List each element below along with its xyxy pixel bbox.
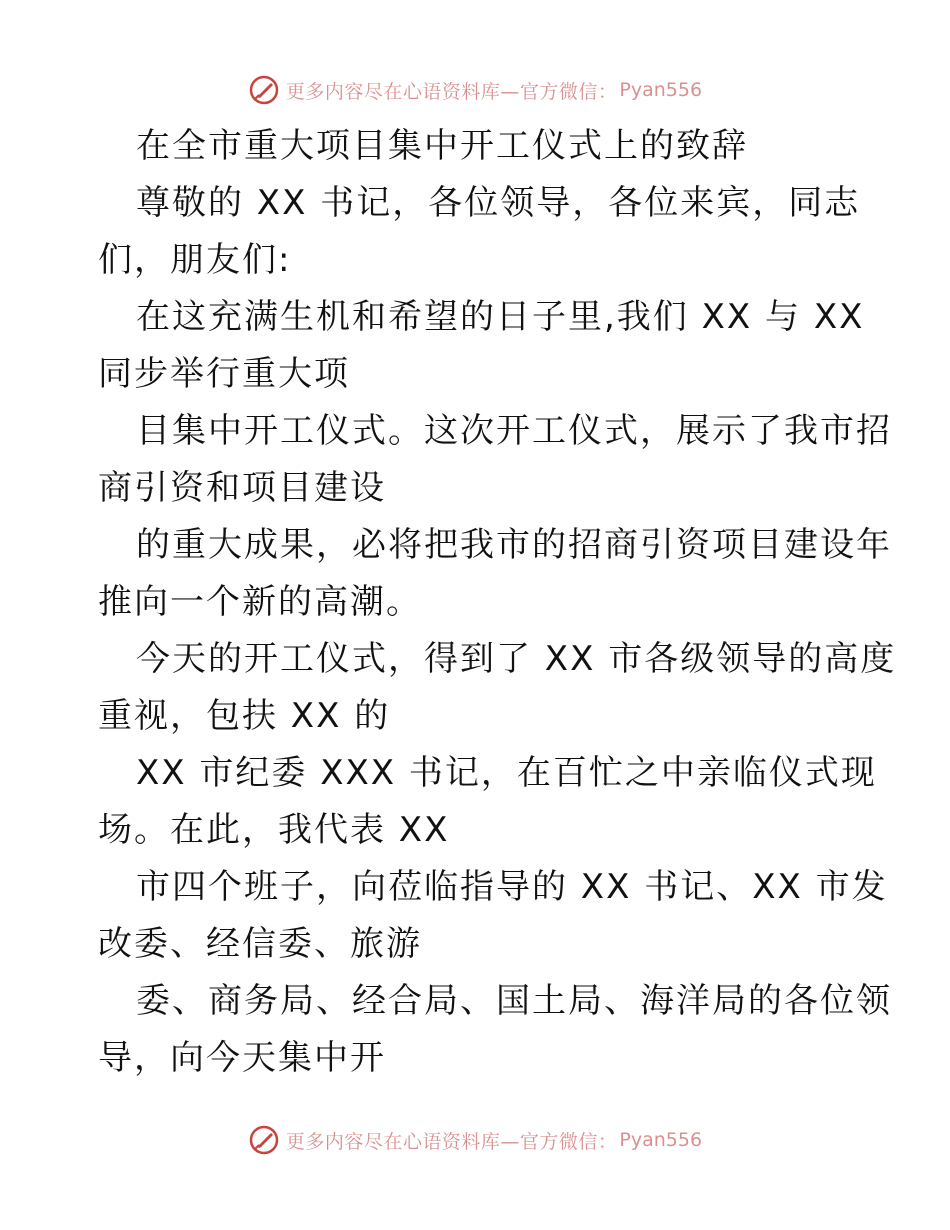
speech-title: 在全市重大项目集中开工仪式上的致辞 bbox=[136, 126, 748, 166]
speech-body bbox=[98, 118, 897, 1087]
footer-watermark bbox=[0, 1120, 950, 1160]
promo-text: 更多内容尽在心语资料库—官方微信： bbox=[285, 80, 618, 103]
text-line: 重视，包扶 XX 的 bbox=[98, 696, 391, 736]
text-line: 在这充满生机和希望的日子里,我们 XX 与 XX bbox=[136, 297, 865, 337]
quill-logo-icon bbox=[248, 74, 280, 106]
text-line: 改委、经信委、旅游 bbox=[98, 924, 422, 964]
text-line: 场。在此，我代表 XX bbox=[98, 810, 450, 850]
quill-logo-icon bbox=[248, 1124, 280, 1156]
text-line: 委、商务局、经合局、国土局、海洋局的各位领 bbox=[136, 981, 892, 1021]
text-line: 商引资和项目建设 bbox=[98, 468, 386, 508]
header-watermark bbox=[0, 70, 950, 110]
text-line: 推向一个新的高潮。 bbox=[98, 582, 422, 622]
text-line: 同步举行重大项 bbox=[98, 354, 350, 394]
text-line: 市四个班子，向莅临指导的 XX 书记、XX 市发 bbox=[136, 867, 888, 907]
text-line: 们，朋友们: bbox=[98, 240, 292, 280]
wechat-id: Pyan556 bbox=[619, 79, 703, 101]
text-line: 导，向今天集中开 bbox=[98, 1038, 386, 1078]
text-line: XX 市纪委 XXX 书记，在百忙之中亲临仪式现 bbox=[136, 753, 877, 793]
text-line: 尊敬的 XX 书记，各位领导，各位来宾，同志 bbox=[136, 183, 861, 223]
text-line: 目集中开工仪式。这次开工仪式，展示了我市招 bbox=[136, 411, 892, 451]
text-line: 的重大成果，必将把我市的招商引资项目建设年 bbox=[136, 525, 892, 565]
promo-text: 更多内容尽在心语资料库—官方微信： bbox=[285, 1130, 618, 1153]
text-line: 今天的开工仪式，得到了 XX 市各级领导的高度 bbox=[136, 639, 897, 679]
wechat-id: Pyan556 bbox=[619, 1129, 703, 1151]
